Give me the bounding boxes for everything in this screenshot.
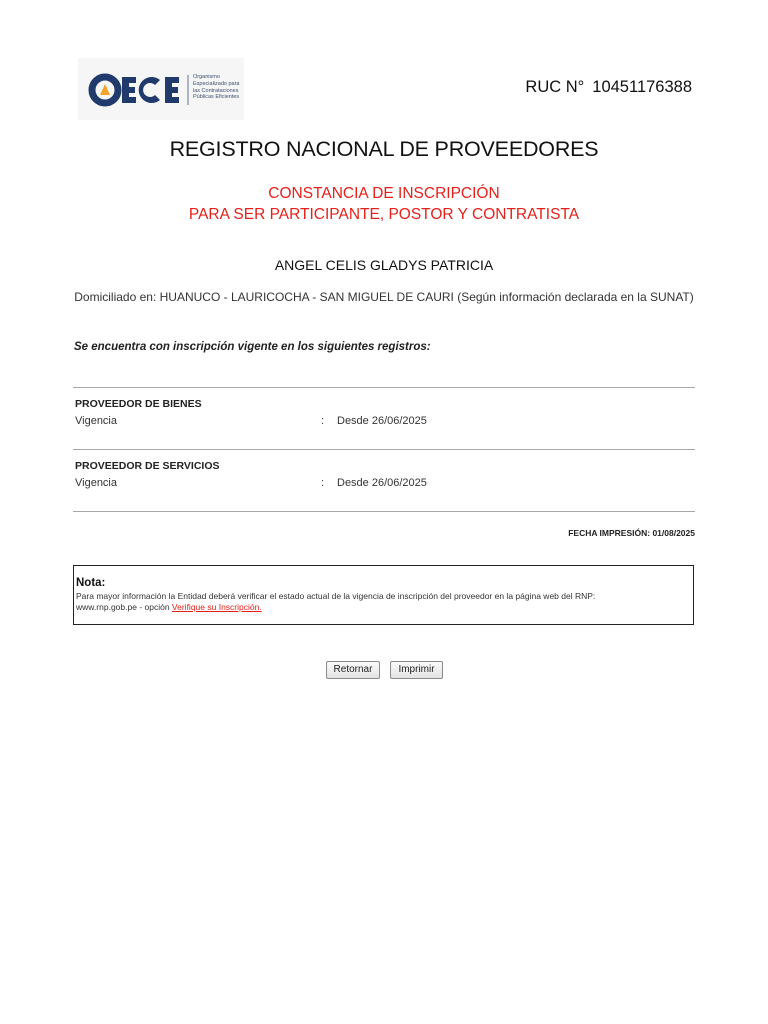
ruc-label: RUC N°: [525, 78, 585, 96]
provider-address: Domiciliado en: HUANUCO - LAURICOCHA - SAN MIGUEL DE CAURI (Según información declarada en la SUNAT): [74, 290, 694, 304]
document-subtitle-line1: CONSTANCIA DE INSCRIPCIÓN: [268, 185, 500, 202]
provider-name: ANGEL CELIS GLADYS PATRICIA: [274, 257, 494, 273]
document-title: REGISTRO NACIONAL DE PROVEEDORES: [169, 137, 599, 161]
oece-logo: [78, 58, 244, 120]
imprimir-button[interactable]: Imprimir: [390, 661, 443, 679]
ruc-number: [525, 78, 692, 97]
registro-colon: :: [321, 477, 325, 489]
registro-title-servicios: PROVEEDOR DE SERVICIOS: [75, 460, 220, 472]
nota-text-line2: www.rnp.gob.pe - opción: [76, 602, 172, 612]
document-subtitle-line2: PARA SER PARTICIPANTE, POSTOR Y CONTRATISTA: [188, 206, 580, 223]
nota-box: [73, 565, 694, 625]
registro-colon: :: [321, 415, 325, 427]
divider: [73, 387, 695, 388]
registro-title-bienes: PROVEEDOR DE BIENES: [75, 398, 202, 410]
nota-text: [76, 591, 686, 613]
registro-label: Vigencia: [75, 477, 117, 489]
logo-tagline-line: las Contrataciones: [193, 87, 239, 94]
logo-tagline: [193, 74, 239, 101]
divider: [73, 449, 695, 450]
logo-tagline-line: Públicas Eficientes: [193, 94, 240, 101]
logo-tagline-line: Organismo: [193, 74, 220, 80]
fecha-impresion: FECHA IMPRESIÓN: 01/08/2025: [568, 528, 695, 538]
nota-text-line1: Para mayor información la Entidad deberá verificar el estado actual de la vigencia de inscripción del proveedor en la página web del RNP:: [76, 591, 596, 601]
nota-title: Nota:: [76, 577, 106, 589]
retornar-button[interactable]: Retornar: [326, 661, 380, 679]
ruc-value: 10451176388: [592, 78, 692, 96]
logo-tagline-line: Especializado para: [193, 80, 240, 87]
registro-label: Vigencia: [75, 415, 117, 427]
registro-vigencia-servicios: Desde 26/06/2025: [337, 477, 427, 489]
verifique-inscripcion-link[interactable]: Verifique su Inscripción.: [171, 602, 262, 612]
divider: [73, 511, 695, 512]
registro-vigencia-bienes: Desde 26/06/2025: [337, 415, 427, 427]
registros-intro: Se encuentra con inscripción vigente en los siguientes registros:: [74, 341, 431, 353]
